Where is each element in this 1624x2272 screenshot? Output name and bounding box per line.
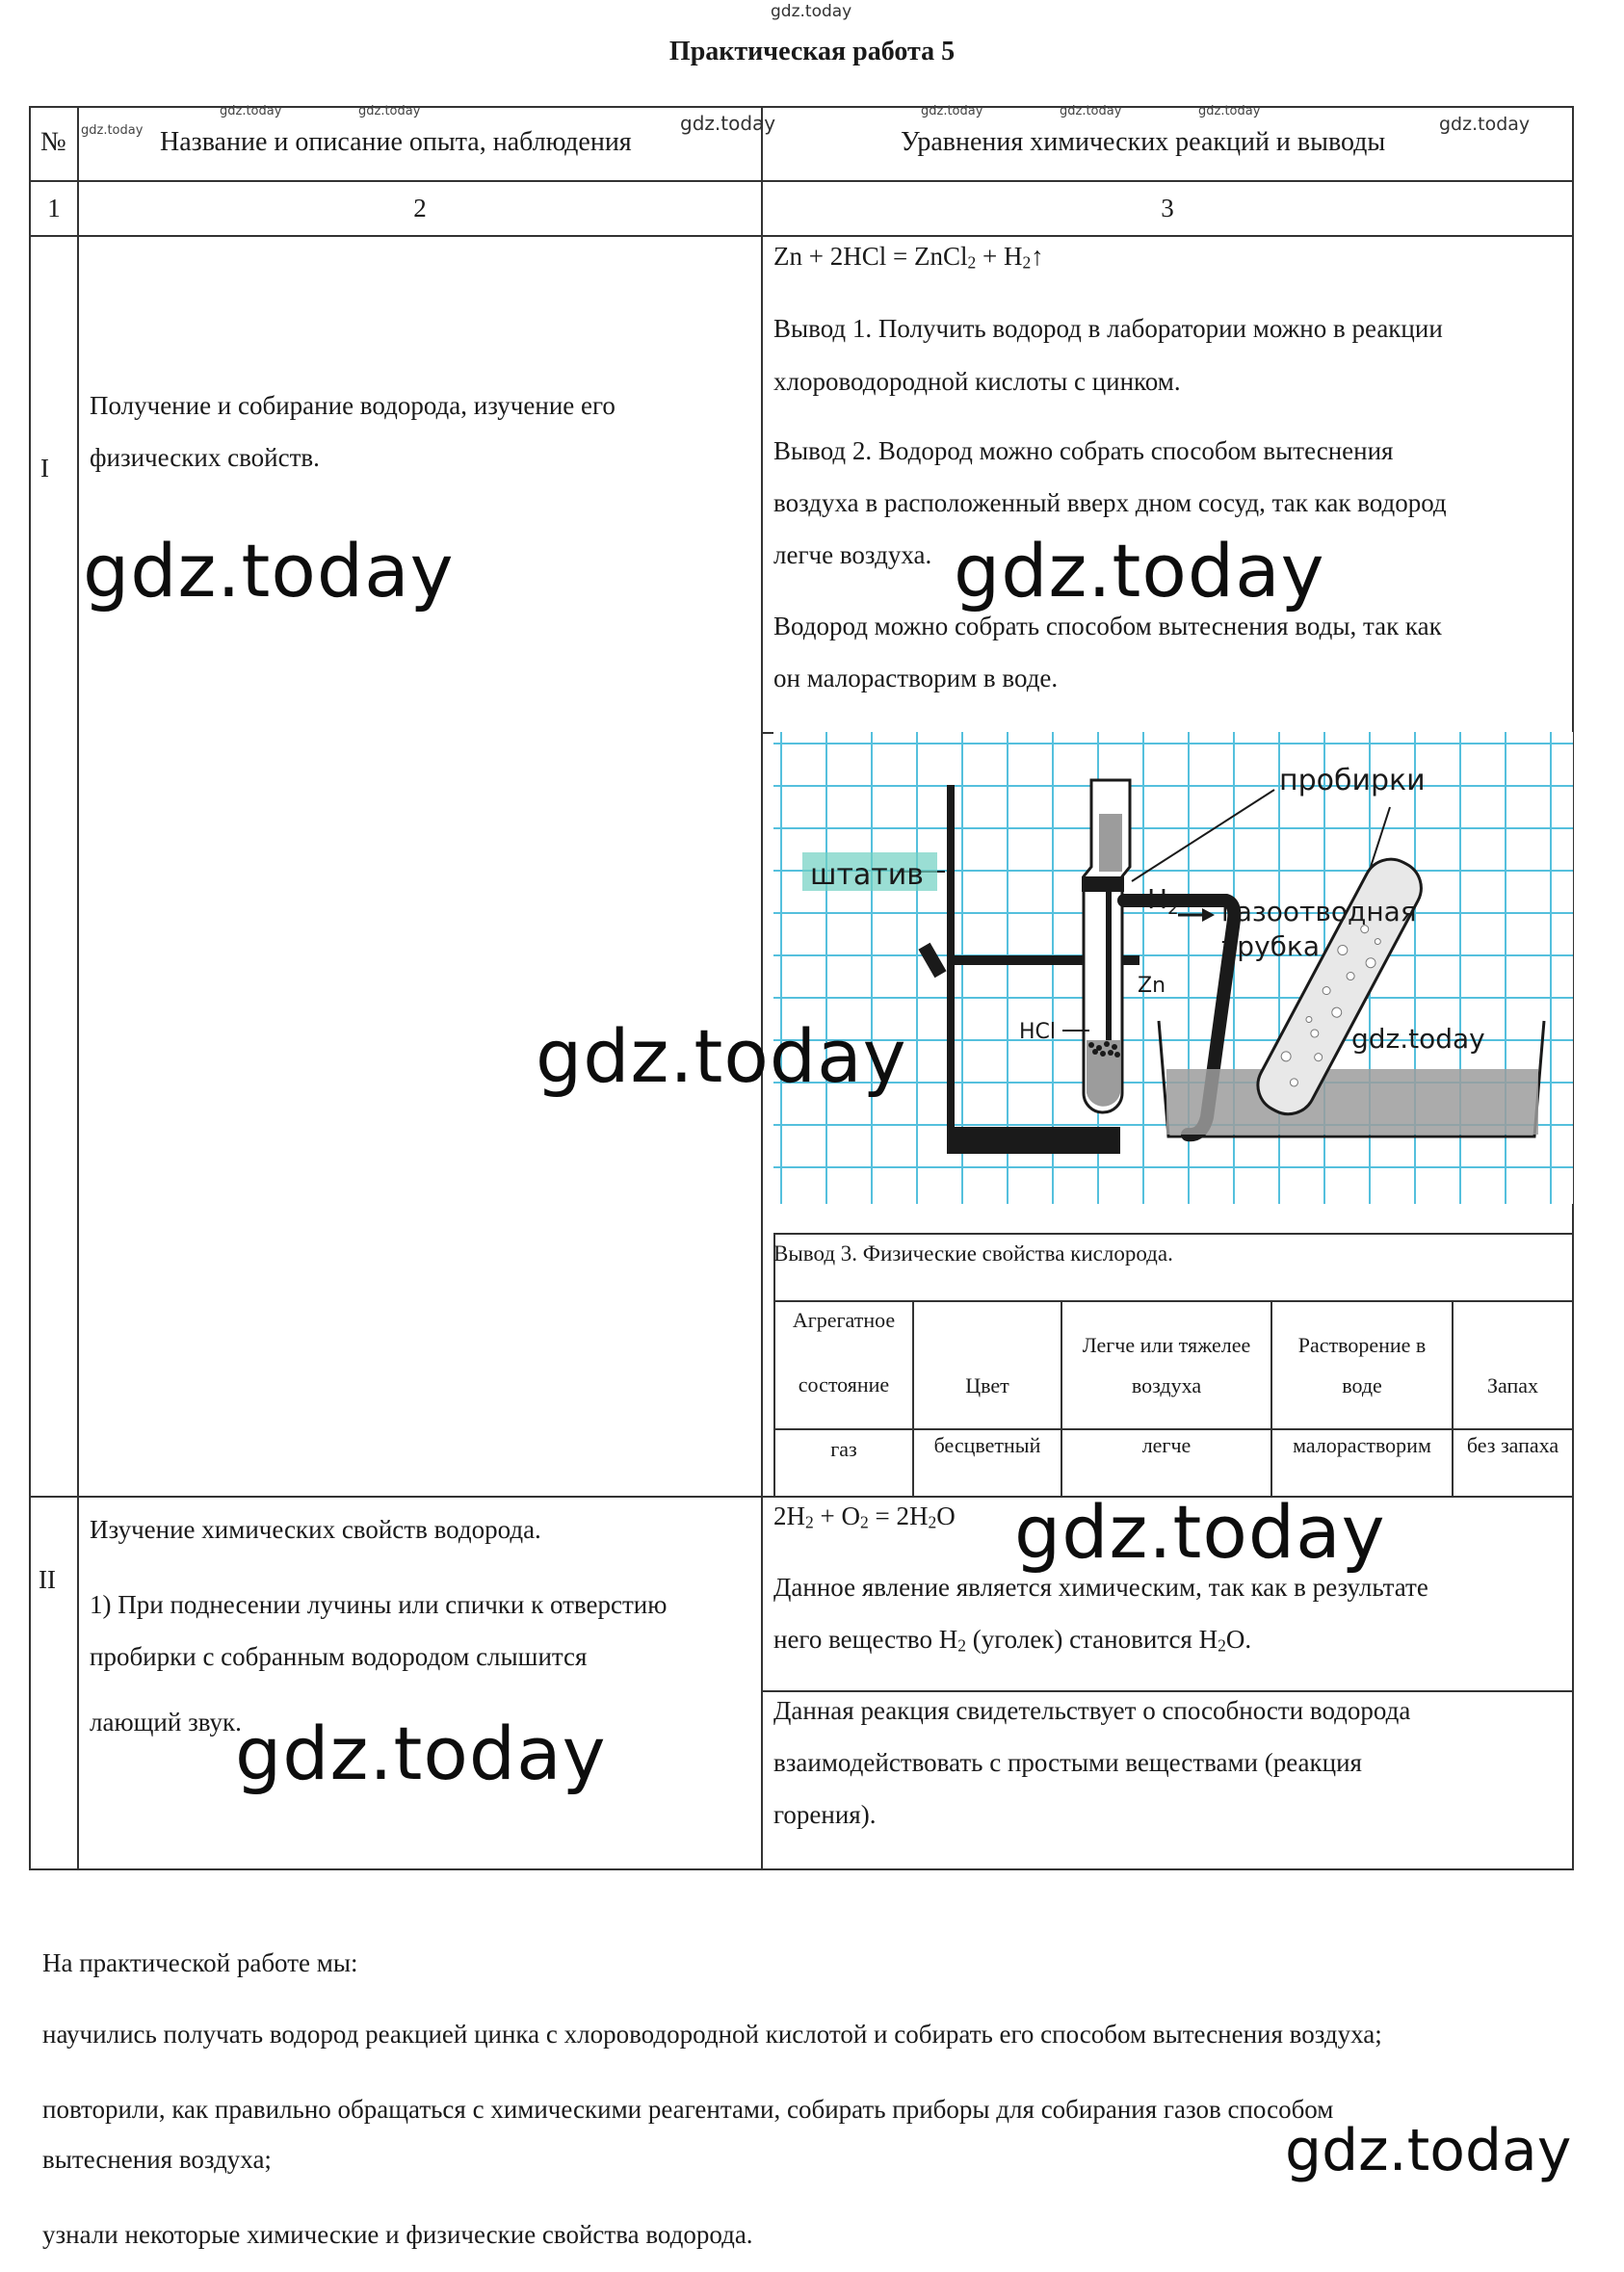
h2-label: $H_2$: [1147, 883, 1179, 919]
watermark-header: gdz.today: [921, 104, 983, 118]
footer-item-2a: повторили, как правильно обращаться с химическими реагентами, собирать приборы для собирания газов способом: [42, 2095, 1334, 2124]
row2-desc-2: 1) При поднесении лучины или спички к отверстию: [90, 1590, 668, 1619]
table-line: [29, 106, 31, 1870]
header-equations: Уравнения химических реакций и выводы: [901, 127, 1386, 157]
props-value-solubility: малорастворим: [1293, 1433, 1431, 1457]
row1-conclusion2-2: воздуха в расположенный вверх дном сосуд, так как водород: [773, 488, 1447, 517]
row1-conclusion1-2: хлороводородной кислоты с цинком.: [773, 367, 1181, 396]
footer-item-1: научились получать водород реакцией цинка с хлороводородной кислотой и собирать его способом вытеснения воздуха;: [42, 2020, 1382, 2049]
stand-label: штатив: [810, 858, 924, 892]
watermark-header: gdz.today: [680, 112, 776, 135]
row2-num: II: [39, 1565, 56, 1594]
row2-equation: $2H_2 + O_2 = 2H_2O$: [773, 1502, 956, 1532]
row1-conclusion2-1: Вывод 2. Водород можно собрать способом вытеснения: [773, 436, 1394, 465]
watermark-big: gdz.today: [83, 528, 455, 614]
colnum-3: 3: [1161, 194, 1174, 222]
row1-conclusion1-1: Вывод 1. Получить водород в лаборатории можно в реакции: [773, 314, 1443, 343]
row1-conclusion2b-1: Водород можно собрать способом вытеснения воды, так как: [773, 612, 1442, 640]
row1-equation: Zn + 2HCl = ZnCl$_2$ + $H_2↑$: [773, 242, 1044, 273]
watermark-header: gdz.today: [220, 104, 282, 118]
watermark-footer: gdz.today: [1285, 2117, 1572, 2184]
stand-base: [947, 1127, 1120, 1154]
props-header-weight: Легче или тяжелее воздуха: [1082, 1333, 1251, 1397]
tube-stopper: [1082, 876, 1124, 892]
row2-text2-2: взаимодействовать с простыми веществами (реакция: [773, 1748, 1362, 1777]
watermark-big: gdz.today: [536, 1013, 907, 1099]
footer-item-2b: вытеснения воздуха;: [42, 2145, 272, 2174]
watermark-header: gdz.today: [1439, 114, 1531, 135]
props-header-smell: Запах: [1486, 1373, 1539, 1397]
page-title: Практическая работа 5: [668, 37, 956, 66]
table-line: [29, 1868, 1574, 1870]
diagram-watermark: gdz.today: [1351, 1023, 1485, 1055]
table-line: [29, 180, 1574, 182]
row1-desc-2: физических свойств.: [90, 443, 320, 472]
props-value-color: бесцветный: [933, 1433, 1041, 1457]
acid-liquid: [1087, 1040, 1120, 1107]
row1-conclusion2-3: легче воздуха.: [773, 540, 932, 569]
funnel-acid: [1099, 814, 1122, 872]
diagram-svg: [773, 732, 1573, 1204]
row2-text2-1: Данная реакция свидетельствует о способности водорода: [773, 1696, 1411, 1725]
gas-tube-label-2: трубка: [1221, 930, 1320, 962]
row2-desc-4: лающий звук.: [90, 1708, 242, 1737]
hcl-label: HCl: [1019, 1020, 1057, 1044]
colnum-2: 2: [413, 194, 427, 222]
props-header-color: Цвет: [965, 1373, 1009, 1397]
props-header-solubility: Растворение в воде: [1297, 1333, 1427, 1397]
row2-text1-2: него вещество $H_2$ (уголек) становится $H_2O$.: [773, 1625, 1252, 1656]
colnum-1: 1: [47, 194, 61, 222]
watermark-header: gdz.today: [1198, 104, 1261, 118]
table-line: [761, 106, 763, 1870]
trough-water: [1166, 1069, 1538, 1135]
tubes-label: пробирки: [1279, 764, 1426, 797]
watermark-big: gdz.today: [235, 1711, 607, 1796]
props-value-weight: легче: [1141, 1433, 1192, 1457]
watermark-header: gdz.today: [358, 104, 421, 118]
row2-desc-3: пробирки с собранным водородом слышится: [90, 1642, 588, 1671]
table-line: [77, 106, 79, 1870]
header-description: Название и описание опыта, наблюдения: [160, 127, 632, 157]
row2-text1-1: Данное явление является химическим, так как в результате: [773, 1573, 1428, 1602]
props-value-state: газ: [830, 1437, 857, 1461]
header-num: №: [40, 127, 66, 157]
row2-desc-1: Изучение химических свойств водорода.: [90, 1515, 541, 1544]
watermark-header: gdz.today: [81, 123, 144, 138]
gas-tube-label-1: газоотводная: [1221, 896, 1417, 927]
props-header-state: Агрегатное состояние: [792, 1308, 896, 1397]
watermark-big: gdz.today: [1014, 1489, 1386, 1575]
watermark-top: gdz.today: [771, 2, 852, 21]
watermark-big: gdz.today: [954, 528, 1325, 614]
row1-desc-1: Получение и собирание водорода, изучение его: [90, 391, 616, 420]
row2-text2-3: горения).: [773, 1800, 877, 1829]
zn-label: Zn: [1138, 974, 1166, 998]
props-value-smell: без запаха: [1466, 1433, 1559, 1457]
footer-intro: На практической работе мы:: [42, 1948, 358, 1977]
lab-apparatus-diagram: [773, 732, 1573, 1204]
footer-item-3: узнали некоторые химические и физические свойства водорода.: [42, 2220, 753, 2249]
row1-conclusion3: Вывод 3. Физические свойства кислорода.: [773, 1241, 1173, 1266]
watermark-header: gdz.today: [1060, 104, 1122, 118]
row1-conclusion2b-2: он малорастворим в воде.: [773, 664, 1059, 692]
row1-num: I: [40, 454, 49, 483]
